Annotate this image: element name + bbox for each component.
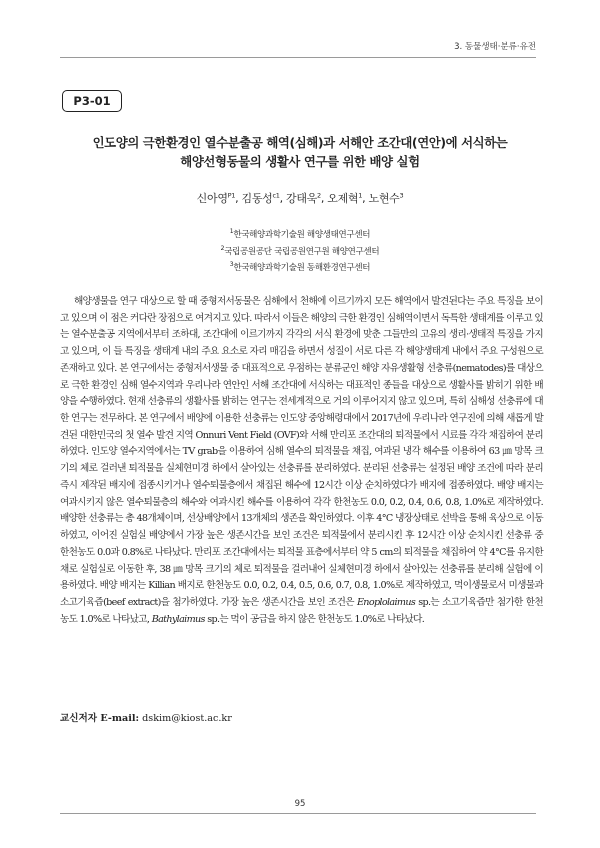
abstract-body bbox=[60, 294, 543, 628]
corresponding-author-contact bbox=[60, 710, 232, 724]
affiliation-list bbox=[60, 227, 540, 277]
poster-id-badge: P3-01 bbox=[62, 90, 122, 112]
author-list bbox=[60, 190, 540, 206]
author: 신아영$^{P1}$, bbox=[196, 191, 242, 205]
page-number: 95 bbox=[294, 799, 306, 809]
affiliation: $^3$한국해양과학기술원 동해환경연구센터 bbox=[229, 261, 371, 274]
affiliation: $^2$국립공원공단 국립공원연구원 해양연구센터 bbox=[220, 244, 380, 257]
section-header: 3. 동물생태·분류·유전 bbox=[454, 42, 536, 52]
author: 강태욱$^2$, bbox=[286, 191, 328, 205]
author: 오제혁$^1$, bbox=[327, 191, 369, 205]
title-line-1: 인도양의 극한환경인 열수분출공 해역(심해)과 서해안 조간대(연안)에 서식하는 bbox=[92, 135, 508, 150]
contact-label: 교신저자 E-mail: bbox=[60, 713, 140, 724]
title-line-2: 해양선형동물의 생활사 연구를 위한 배양 실험 bbox=[180, 154, 420, 169]
footer-rule bbox=[60, 813, 536, 814]
abstract-paragraph: 해양생물을 연구 대상으로 할 때 중형저서동물은 심해에서 천해에 이르기까지 모든 해역에서 발견된다는 주요 특징을 보이고 있으며 이 점은 커다란 장점으로 여겨지고 있다. 따라서 이들은 해양의 극한 환경인 심해역이면서 독특한 생태계를 이루고 있는 열수분출공 지역에서부터 조하대, 조간대에 이르기까지 각각의 서식 환경에 맞춘 그들만의 고유의 생리·생태적 특징을 가지고 있으며, 이 들 특징을 생태계 내의 주요 요소로 자리 매김을 하면서 성질이 서로 다른 각 해양생태계 내에서 주요 구성원으로 존재하고 있다. 본 연구에서는 중형저서생물 중 대표적으로 우점하는 분류군인 해양 자유생활형 선충류(nematodes)를 대상으로 극한 환경인 심해 열수지역과 우리나라 연안인 서해 조간대에 서식하는 대표적인 종들을 대상으로 생활사를 밝히기 위한 배양을 수행하였다. 현재 선충류의 생활사를 밝히는 연구는 전세계적으로 거의 이루어지지 않고 있으며, 특히 심해성 선충류에 대한 연구는 전무하다. 본 연구에서 배양에 이용한 선충류는 인도양 중앙해령대에서 2017년에 우리나라 연구진에 의해 새롭게 발견된 대한민국의 첫 열수 발견 지역 Onnuri Vent Field (OVF)와 서해 만리포 조간대의 퇴적물에서 시료를 각각 채집하여 분리하였다. 인도양 열수지역에서는 TV grab을 이용하여 심해 열수의 퇴적물을 채집, 여과된 냉각 해수를 이용하여 63 ㎛ 망목 크기의 체로 걸러낸 퇴적물을 실체현미경 하에서 살아있는 선충류를 분리하였다. 분리된 선충류는 설정된 배양 조건에 따라 분리 즉시 제작된 배지에 접종시키거나 열수퇴물층에서 채집된 해수에 12시간 이상 순치하였다가 배지에 접종하였다. 배양 배지는 여과시키지 않은 열수퇴물층의 해수와 여과시킨 해수를 이용하여 각각 한천농도 0.0, 0.2, 0.4, 0.6, 0.8, 1.0%로 제작하였다. 배양한 선충류는 총 48개체이며, 선상배양에서 13개체의 생존을 확인하였다. 이후 4°C 냉장상태로 선박을 통해 육상으로 이동하였고, 이어진 실험실 배양에서 가장 높은 생존시간을 보인 조건은 퇴적물에서 분리시킨 후 12시간 이상 순치시킨 선충류 중 한천농도 0.0과 0.8%로 나타났다. 만리포 조간대에서는 퇴적물 표층에서부터 약 5 cm의 퇴적물을 채집하여 약 4°C를 유지한 채로 실험실로 이동한 후, 38 ㎛ 망목 크기의 체로 퇴적물을 걸러내어 실체현미경 하에서 살아있는 선충류를 분리해 실험에 이용하였다. 배양 배지는 Killian 배지로 한천농도 0.0, 0.2, 0.4, 0.5, 0.6, 0.7, 0.8, 1.0%로 제작하였고, 먹이생물로서 미생물과 소고기육즙(beef extract)을 첨가하였다. 가장 높은 생존시간을 보인 조건은 Enoplolaimus sp.는 소고기육즙만 첨가한 한천농도 1.0%로 나타났고, Bathylaimus sp.는 먹이 공급을 하지 않은 한천농도 1.0%로 나타났다. bbox=[60, 296, 543, 625]
affiliation: $^1$한국해양과학기술원 해양생태연구센터 bbox=[229, 228, 371, 240]
header-rule bbox=[60, 57, 536, 58]
author: 노현수$^3$ bbox=[368, 191, 404, 205]
contact-email[interactable]: dskim@kiost.ac.kr bbox=[142, 713, 232, 724]
paper-title bbox=[60, 133, 540, 171]
author: 김동성$^{c1}$, bbox=[241, 191, 287, 205]
